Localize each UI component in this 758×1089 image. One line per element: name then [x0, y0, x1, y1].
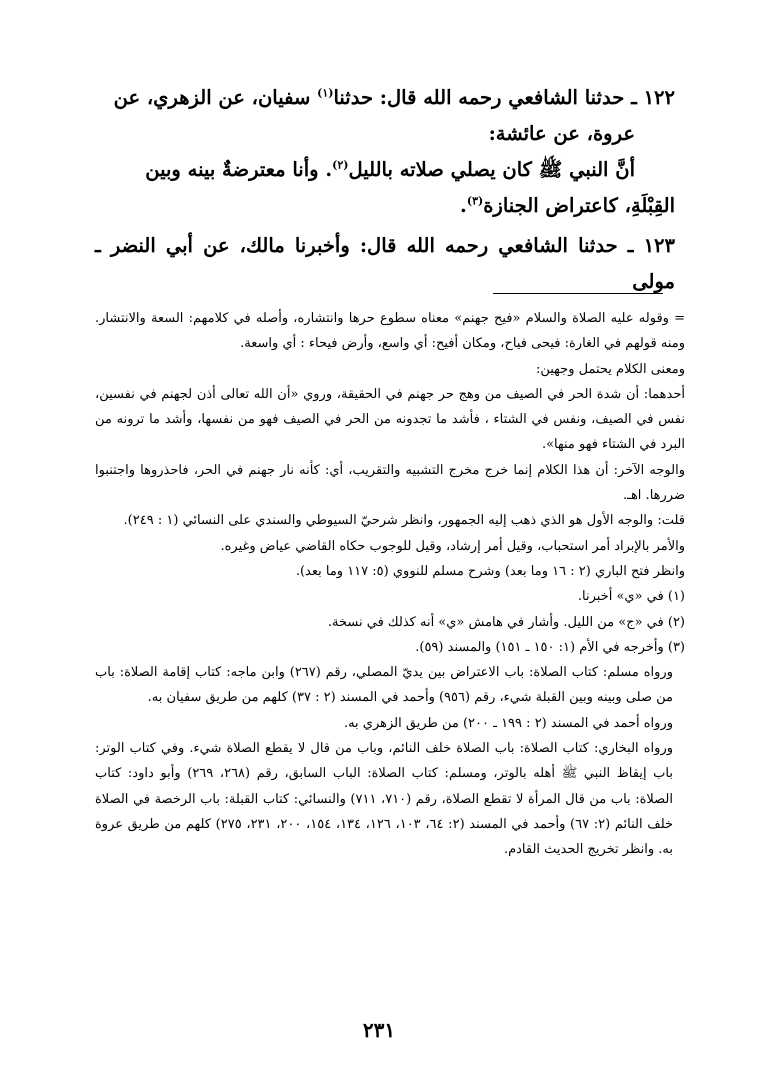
hadith-122-line-2: عروة، عن عائشة:: [488, 122, 635, 145]
hadith-123-line-1: ١٢٣ ـ حدثنا الشافعي رحمه الله قال: وأخبرنا مالك، عن أبي النضر ـ مولى: [95, 234, 675, 293]
footnote-paragraph: أحدهما: أن شدة الحر في الصيف من وهج حر جهنم في الحقيقة، وروي «أن الله تعالى أذن لجهنم في نفسين، نفس في الصيف، ونفس في الشتاء ، فأشد ما تجدونه من الحر في الصيف فهو من نفسها، وأشد ما ترونه من البرد في الشتاء فهو منها».: [95, 386, 685, 453]
hadith-122-line-1: [95, 80, 675, 116]
footnote-paragraph: والأمر بالإبراد أمر استحباب، وقيل أمر إرشاد، وقيل للوجوب حكاه القاضي عياض وغيره.: [220, 538, 685, 554]
footnote-paragraph: والوجه الآخر: أن هذا الكلام إنما خرج مخرج التشبيه والتقريب، أي: كأنه نار جهنم في الحر، فاحذروها واجتنبوا ضررها. اهـ.: [95, 462, 685, 504]
hadith-122-text: ١٢٢ ـ حدثنا الشافعي رحمه الله قال: حدثنا: [333, 86, 675, 109]
hadith-122-matn-end: القِبْلَةِ، كاعتراض الجنازة: [483, 194, 675, 217]
hadith-122-line-4: [95, 188, 675, 224]
main-text: [95, 80, 675, 300]
footnote-paragraph: = وقوله عليه الصلاة والسلام «فيح جهنم» معناه سطوع حرها وانتشاره، وأصله في كلامهم: السعة والانتشار. ومنه قولهم في الغارة: فيحى فياح، ومكان أفيح: أي واسع، وأرض فيحاء : أي واسعة.: [95, 311, 685, 352]
footnote-1: (١) في «ي» أخبرنا.: [577, 589, 685, 605]
footnote-3-detail: ورواه البخاري: كتاب الصلاة: باب الصلاة خلف النائم، وباب من قال لا يقطع الصلاة شيء. وفي كتاب الوتر: باب إيقاظ النبي ﷺ أهله بالوتر، ومسلم: كتاب الصلاة: الباب السابق، رقم (٢٦٨، ٢٦٩) وأبو داود: كتاب الصلاة: باب من قال المرأة لا تقطع الصلاة، رقم (٧١٠، ٧١١) والنسائي: كتاب القبلة: باب الرخصة في الصلاة خلف النائم (٢: ٦٧) وأحمد في المسند (٢: ٦٤، ١٠٣، ١٢٦، ١٣٤، ١٥٤، ٢٠٠، ٢٣١، ٢٧٥) كلهم من طريق عروة به. وانظر تخريج الحديث القادم.: [95, 741, 674, 858]
footnote-ref-2: (٢): [332, 158, 349, 172]
footnote-paragraph: ومعنى الكلام يحتمل وجهين:: [535, 361, 685, 377]
page-number: ٢٣١: [362, 1018, 396, 1042]
hadith-122-matn: أنَّ النبي ﷺ كان يصلي صلاته بالليل: [348, 158, 635, 181]
hadith-122-period: .: [460, 194, 467, 217]
footnote-3-detail: ورواه مسلم: كتاب الصلاة: باب الاعتراض بين يديّ المصلي، رقم (٢٦٧) وابن ماجه: كتاب إقامة الصلاة: باب من صلى وبينه وبين القبلة شيء، رقم (٩٥٦) وأحمد في المسند (٢ : ٣٧) كلهم من طريق سفيان به.: [95, 665, 673, 706]
footnote-paragraph: قلت: والوجه الأول هو الذي ذهب إليه الجمهور، وانظر شرحيّ السيوطي والسندي على النسائي (١ : ٢٤٩).: [123, 513, 685, 529]
footnote-2: (٢) في «ج» من الليل. وأشار في هامش «ي» أنه كذلك في نسخة.: [327, 614, 685, 630]
hadith-122-matn-cont: . وأنا معترضةٌ بينه وبين: [145, 158, 333, 181]
footnote-3-detail: ورواه أحمد في المسند (٢ : ١٩٩ ـ ٢٠٠) من طريق الزهري به.: [343, 715, 673, 731]
footnote-paragraph: وانظر فتح الباري (٢ : ١٦ وما بعد) وشرح مسلم للنووي (٥: ١١٧ وما بعد).: [295, 563, 685, 579]
footnote-ref-1: (١): [317, 86, 334, 100]
footnote-3: (٣) وأخرجه في الأم (١: ١٥٠ ـ ١٥١) والمسند (٥٩).: [415, 639, 685, 655]
hadith-122-line-3: [95, 152, 675, 188]
footnote-ref-3: (٣): [466, 194, 484, 208]
hadith-122-text-cont: سفيان، عن الزهري، عن: [113, 86, 318, 109]
footnotes: [95, 306, 685, 863]
footnote-separator: [493, 293, 663, 294]
